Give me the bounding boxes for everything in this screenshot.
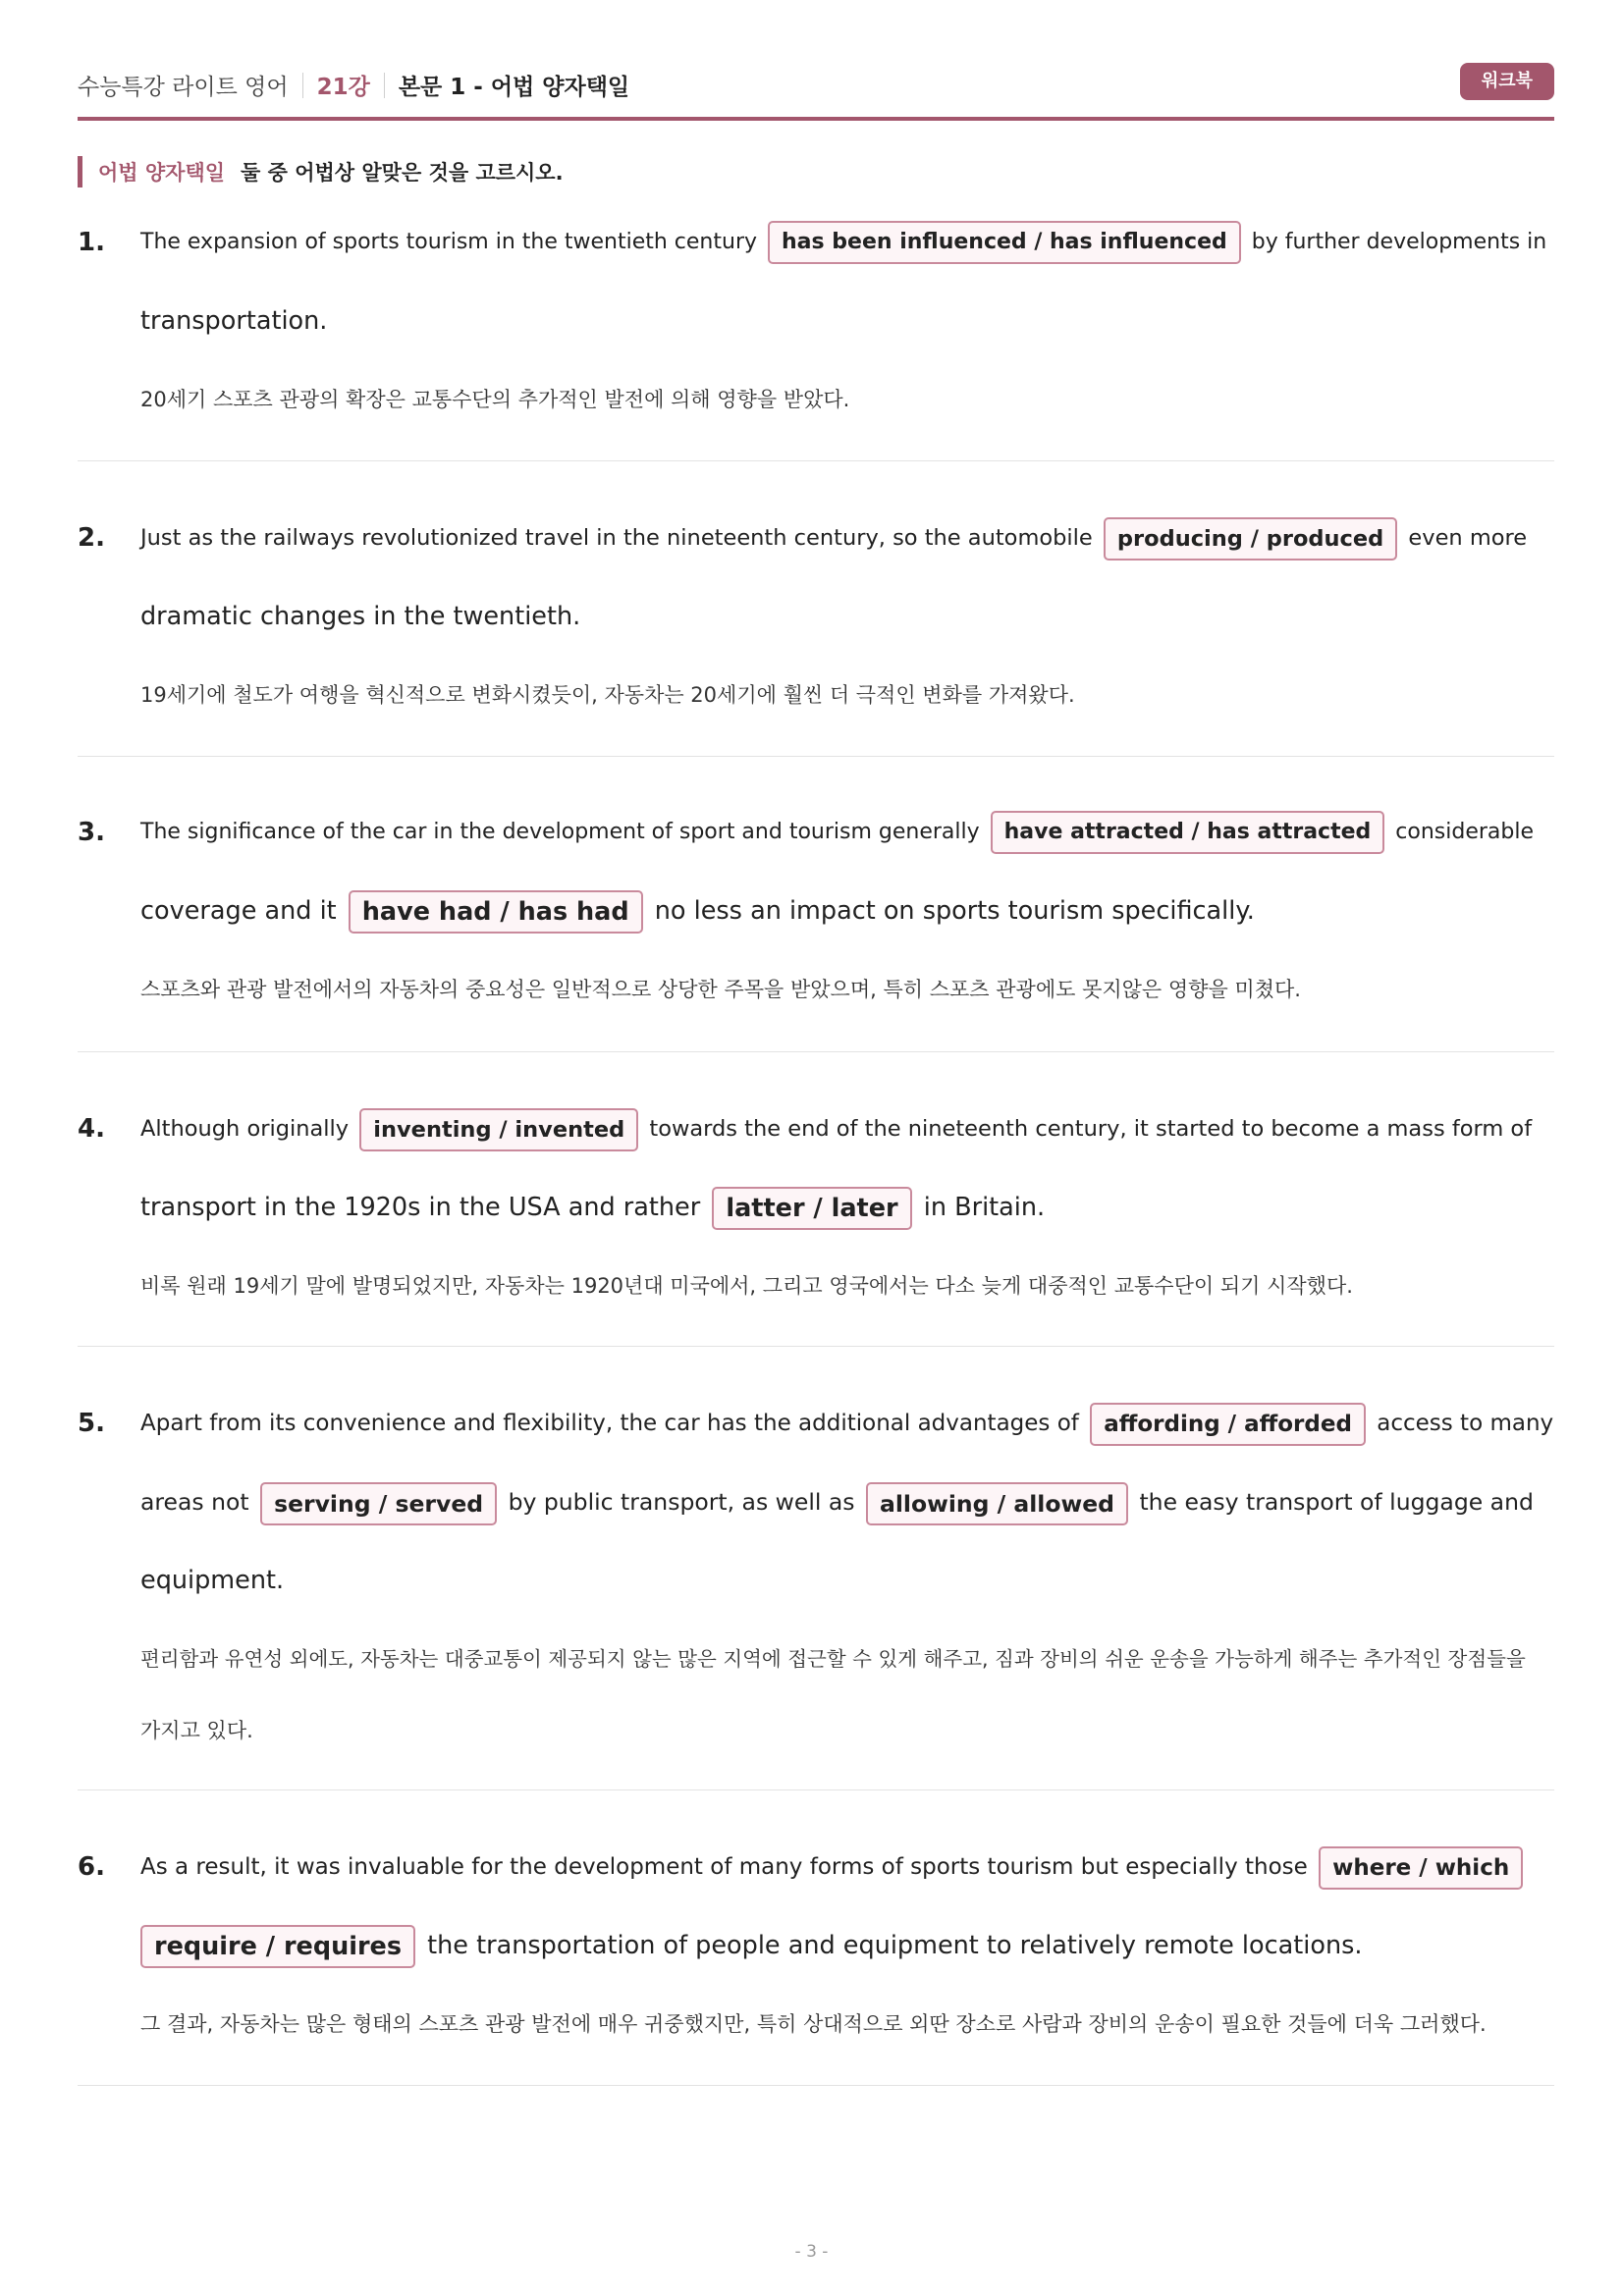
question-number: 1. xyxy=(78,228,105,257)
question-text: the easy transport of luggage and xyxy=(1139,1488,1534,1516)
question-text: coverage and it xyxy=(140,896,337,926)
choice-box[interactable]: inventing / invented xyxy=(359,1108,638,1151)
question-text: by public transport, as well as xyxy=(508,1488,855,1516)
question-divider xyxy=(78,756,1554,757)
korean-translation: 19세기에 철도가 여행을 혁신적으로 변화시켰듯이, 자동차는 20세기에 훨씬 더 극적인 변화를 가져왔다. xyxy=(140,683,1075,707)
choice-box[interactable]: allowing / allowed xyxy=(866,1482,1128,1525)
breadcrumb-divider xyxy=(384,73,385,98)
korean-translation: 비록 원래 19세기 말에 발명되었지만, 자동차는 1920년대 미국에서, 그리고 영국에서는 다소 늦게 대중적인 교통수단이 되기 시작했다. xyxy=(140,1274,1353,1298)
question-line xyxy=(140,499,1527,577)
question-text: The expansion of sports tourism in the twentieth century xyxy=(140,230,758,254)
choice-box[interactable]: affording / afforded xyxy=(1090,1403,1366,1446)
question-text: access to many xyxy=(1377,1411,1554,1436)
section-title: 본문 1 - 어법 양자택일 xyxy=(398,75,630,100)
book-title: 수능특강 라이트 영어 xyxy=(78,75,289,100)
question-number: 5. xyxy=(78,1409,105,1438)
choice-box[interactable]: serving / served xyxy=(260,1482,497,1525)
korean-translation: 편리함과 유연성 외에도, 자동차는 대중교통이 제공되지 않는 많은 지역에 접근할 수 있게 해주고, 짐과 장비의 쉬운 운송을 가능하게 해주는 추가적인 장점들을 xyxy=(140,1647,1526,1671)
question-divider xyxy=(78,2085,1554,2086)
question-line xyxy=(140,1090,1532,1168)
question-number: 3. xyxy=(78,818,105,847)
workbook-badge: 워크북 xyxy=(1460,63,1554,100)
question-line xyxy=(140,203,1546,282)
question-number: 2. xyxy=(78,523,105,553)
question-text: transportation. xyxy=(140,306,328,336)
korean-translation: 20세기 스포츠 관광의 확장은 교통수단의 추가적인 발전에 의해 영향을 받았다. xyxy=(140,388,850,411)
question-line xyxy=(140,1541,284,1620)
instruction-marker xyxy=(78,156,82,187)
question-line xyxy=(140,1384,1553,1463)
choice-box[interactable]: latter / later xyxy=(712,1187,911,1230)
korean-translation: 스포츠와 관광 발전에서의 자동차의 중요성은 일반적으로 상당한 주목을 받았으며, 특히 스포츠 관광에도 못지않은 영향을 미쳤다. xyxy=(140,978,1301,1001)
korean-translation: 가지고 있다. xyxy=(140,1719,253,1742)
question-text: dramatic changes in the twentieth. xyxy=(140,602,581,631)
page-number: - 3 - xyxy=(794,2242,829,2262)
question-text: Just as the railways revolutionized travel in the nineteenth century, so the automobile xyxy=(140,525,1093,551)
korean-translation: 그 결과, 자동차는 많은 형태의 스포츠 관광 발전에 매우 귀중했지만, 특히 상대적으로 외딴 장소로 사람과 장비의 운송이 필요한 것들에 더욱 그러했다. xyxy=(140,2012,1487,2036)
question-text: no less an impact on sports tourism specifically. xyxy=(654,896,1255,926)
question-divider xyxy=(78,1346,1554,1347)
choice-box[interactable]: have had / has had xyxy=(349,890,643,934)
question-text: equipment. xyxy=(140,1566,285,1595)
question-divider xyxy=(78,1051,1554,1052)
question-text: Apart from its convenience and flexibility, the car has the additional advantages of xyxy=(140,1411,1079,1436)
lesson-number: 21강 xyxy=(316,75,370,100)
question-line xyxy=(140,1906,1363,1985)
question-divider xyxy=(78,1789,1554,1790)
question-line xyxy=(140,1168,1045,1247)
question-divider xyxy=(78,460,1554,461)
page-header xyxy=(78,57,1554,116)
breadcrumb xyxy=(78,69,629,101)
question-text: even more xyxy=(1408,525,1528,551)
question-line xyxy=(140,872,1255,950)
choice-box[interactable]: have attracted / has attracted xyxy=(991,811,1385,854)
question-line xyxy=(140,793,1534,872)
question-number: 6. xyxy=(78,1852,105,1882)
instruction xyxy=(78,155,564,188)
question-text: the transportation of people and equipment to relatively remote locations. xyxy=(427,1931,1363,1960)
question-line xyxy=(140,577,580,656)
question-line xyxy=(140,1463,1534,1541)
question-number: 4. xyxy=(78,1114,105,1144)
question-text: areas not xyxy=(140,1488,249,1516)
question-text: in Britain. xyxy=(923,1193,1046,1222)
question-text: transport in the 1920s in the USA and rather xyxy=(140,1193,701,1222)
header-rule xyxy=(78,117,1554,121)
question-text: towards the end of the nineteenth century, it started to become a mass form of xyxy=(649,1116,1533,1142)
instruction-text: 둘 중 어법상 알맞은 것을 고르시오. xyxy=(241,161,564,185)
question-line xyxy=(140,1828,1527,1906)
question-text: As a result, it was invaluable for the development of many forms of sports tourism but especially those xyxy=(140,1854,1308,1880)
question-text: considerable xyxy=(1395,820,1535,844)
instruction-label: 어법 양자택일 xyxy=(98,161,226,185)
choice-box[interactable]: require / requires xyxy=(140,1925,415,1968)
breadcrumb-divider xyxy=(302,73,303,98)
question-text: The significance of the car in the development of sport and tourism generally xyxy=(140,820,980,844)
choice-box[interactable]: has been influenced / has influenced xyxy=(768,221,1241,264)
choice-box[interactable]: producing / produced xyxy=(1104,517,1397,561)
choice-box[interactable]: where / which xyxy=(1319,1846,1523,1890)
question-line xyxy=(140,282,327,360)
question-text: by further developments in xyxy=(1251,230,1547,254)
question-text: Although originally xyxy=(140,1116,350,1142)
